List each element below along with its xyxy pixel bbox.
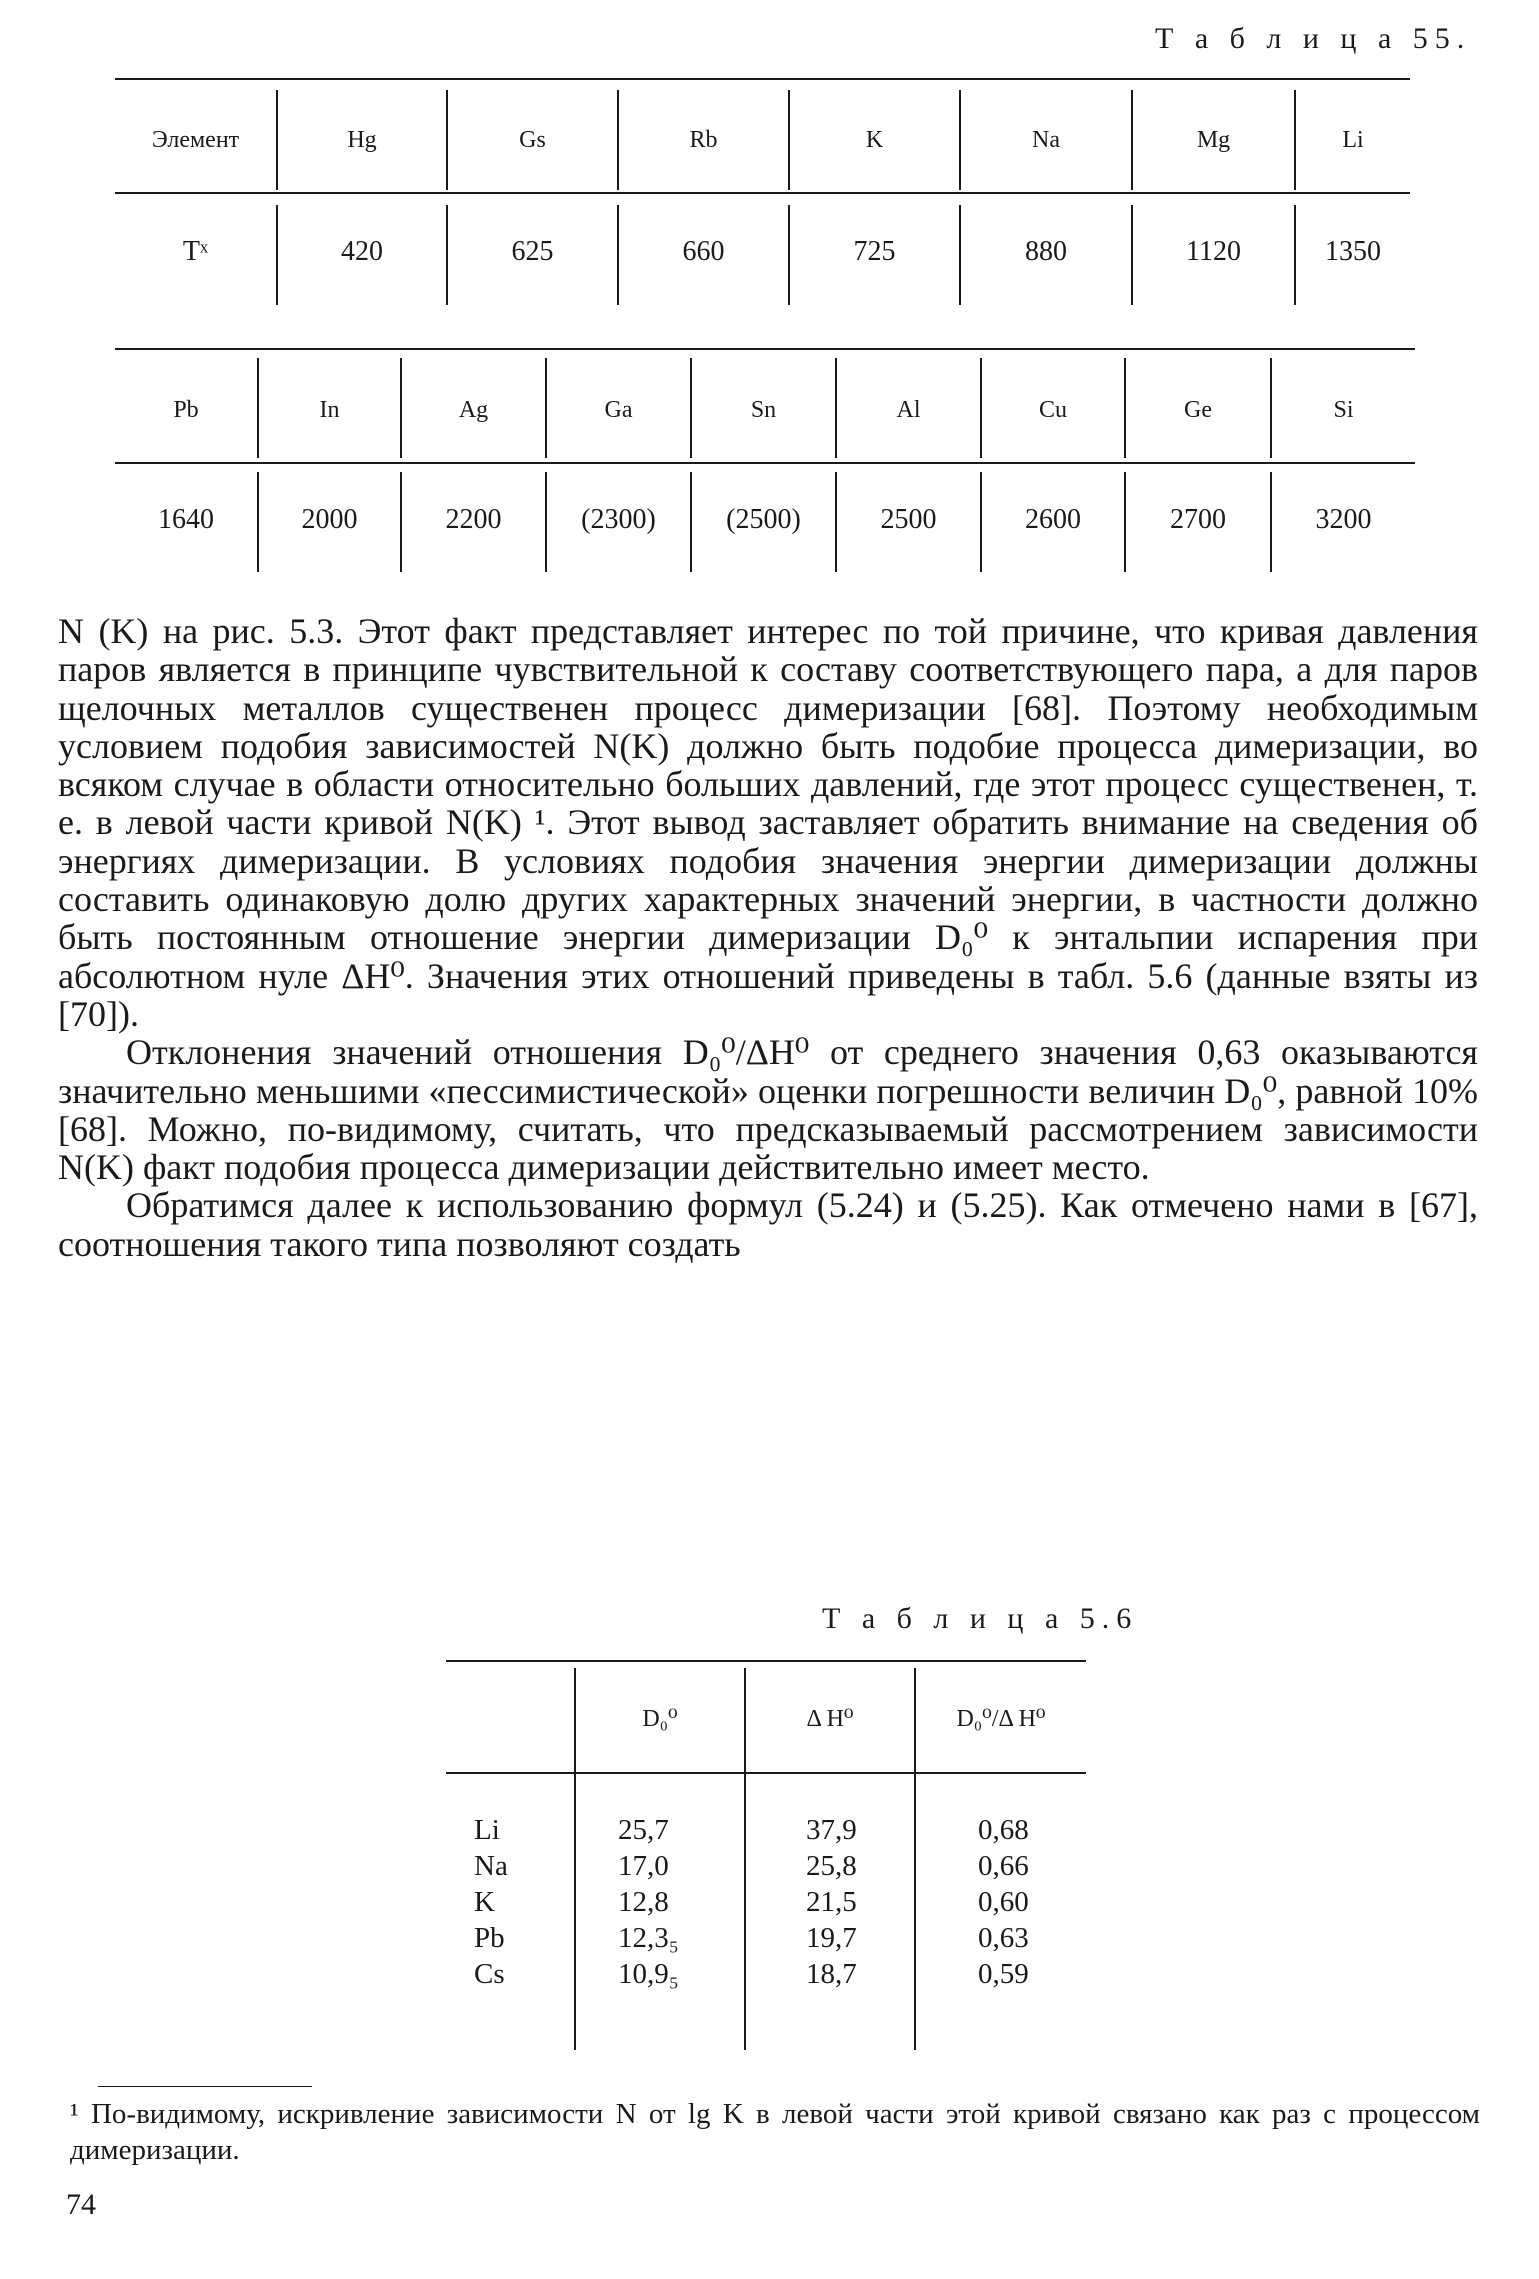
- table56-ratio: 0,63: [978, 1922, 1029, 1954]
- value-cell: 420: [341, 236, 383, 267]
- row-label-element: Элемент: [151, 126, 240, 153]
- value-cell: 625: [511, 236, 554, 267]
- table56-element: Cs: [474, 1958, 505, 1990]
- element-cell: Li: [1342, 126, 1364, 153]
- element-cell: Si: [1333, 396, 1354, 423]
- table56-element: K: [474, 1886, 495, 1918]
- table56-top-rule: [446, 1660, 1086, 1662]
- element-cell: Rb: [689, 126, 718, 153]
- table55-block2-top-rule: [115, 348, 1415, 350]
- page-number: 74: [66, 2188, 96, 2221]
- table56-d0: 10,9₅: [618, 1958, 679, 1990]
- table56-d0: 12,3₅: [618, 1922, 679, 1954]
- value-cell: 1350: [1325, 236, 1381, 267]
- value-cell: 1120: [1186, 236, 1241, 267]
- footnote: ¹ По-видимому, искривление зависимости N от lg K в левой части этой кривой связано как раз с процессом димеризации.: [70, 2098, 1480, 2166]
- table56-delta-h: 25,8: [806, 1850, 857, 1882]
- element-cell: Mg: [1196, 126, 1231, 153]
- header-d0: D₀⁰: [642, 1705, 678, 1732]
- paragraph-1: N (K) на рис. 5.3. Этот факт представляет интерес по той причине, что кривая давления паров является в принципе чувствительной к составу соответствующего пара, а для паров щелочных металлов существенен процесс димеризации [68]. Поэтому необходимым условием подобия зависимостей N(K) должно быть подобие процесса димеризации, во всяком случае в области относительно больших давлений, где этот процесс существенен, т. е. в левой части кривой N(K) ¹. Этот вывод заставляет обратить внимание на сведения об энергиях димеризации. В условиях подобия значения энергии димеризации должны составить одинаковую долю других характерных значений энергии, в частности должно быть постоянным отношение энергии димеризации D₀⁰ к энтальпии испарения при абсолютном нуле ΔH⁰. Значения этих отношений приведены в табл. 5.6 (данные взяты из [70]).: [58, 611, 1478, 1034]
- table56-ratio: 0,68: [978, 1814, 1029, 1846]
- table56-ratio: 0,60: [978, 1886, 1029, 1918]
- table56-delta-h: 18,7: [806, 1958, 857, 1990]
- value-cell: 660: [682, 236, 725, 267]
- value-cell: 880: [1025, 236, 1067, 267]
- table56-d0: 12,8: [618, 1886, 669, 1918]
- paragraph-3: Обратимся далее к использованию формул (5.24) и (5.25). Как отмечено нами в [67], соотношения такого типа позволяют создать: [58, 1185, 1478, 1264]
- table55-caption: Т а б л и ц а 55.: [1155, 22, 1472, 55]
- element-cell: In: [319, 396, 340, 423]
- value-cell: (2300): [581, 504, 656, 535]
- table56-element: Li: [474, 1814, 500, 1846]
- element-cell: Cu: [1038, 396, 1067, 423]
- value-cell: (2500): [726, 504, 801, 535]
- header-delta-h: Δ H⁰: [806, 1705, 854, 1732]
- value-cell: 2600: [1025, 504, 1081, 535]
- value-cell: 1640: [158, 504, 214, 535]
- table56-d0: 17,0: [618, 1850, 669, 1882]
- table55-mid-rule: [115, 192, 1410, 194]
- table56-element: Na: [474, 1850, 508, 1882]
- row-label-temperature: Tˣ: [182, 236, 209, 267]
- element-cell: K: [865, 126, 884, 153]
- table56-delta-h: 19,7: [806, 1922, 857, 1954]
- footnote-rule: [98, 2086, 312, 2087]
- element-cell: Gs: [519, 126, 546, 153]
- table56-delta-h: 37,9: [806, 1814, 857, 1846]
- header-ratio: D₀⁰/Δ H⁰: [956, 1705, 1046, 1732]
- element-cell: Na: [1032, 126, 1060, 153]
- table56-ratio: 0,66: [978, 1850, 1029, 1882]
- element-cell: Hg: [347, 126, 377, 153]
- table56-element: Pb: [474, 1922, 505, 1954]
- value-cell: 2700: [1170, 504, 1226, 535]
- element-cell: Al: [896, 396, 921, 423]
- table56-d0: 25,7: [618, 1814, 669, 1846]
- table56-header-rule: [446, 1772, 1086, 1774]
- element-cell: Sn: [750, 396, 777, 423]
- table55-block2-mid-rule: [115, 462, 1415, 464]
- paragraph-2: Отклонения значений отношения D₀⁰/ΔH⁰ от среднего значения 0,63 оказываются значительно меньшими «пессимистической» оценки погрешности величин D₀⁰, равной 10% [68]. Можно, по-видимому, считать, что предсказываемый рассмотрением зависимости N(K) факт подобия процесса димеризации действительно имеет место.: [58, 1032, 1478, 1188]
- element-cell: Pb: [173, 396, 199, 423]
- table56-ratio: 0,59: [978, 1958, 1029, 1990]
- value-cell: 2000: [301, 504, 358, 535]
- table56-delta-h: 21,5: [806, 1886, 857, 1918]
- value-cell: 3200: [1315, 504, 1372, 535]
- value-cell: 2500: [880, 504, 937, 535]
- table56-caption: Т а б л и ц а 5.6: [822, 1602, 1139, 1635]
- element-cell: Ge: [1184, 396, 1212, 423]
- element-cell: Ag: [458, 396, 489, 423]
- element-cell: Ga: [604, 396, 633, 423]
- table55-top-rule: [115, 78, 1410, 80]
- value-cell: 2200: [445, 504, 502, 535]
- value-cell: 725: [853, 236, 896, 267]
- body-text: [58, 612, 1478, 1263]
